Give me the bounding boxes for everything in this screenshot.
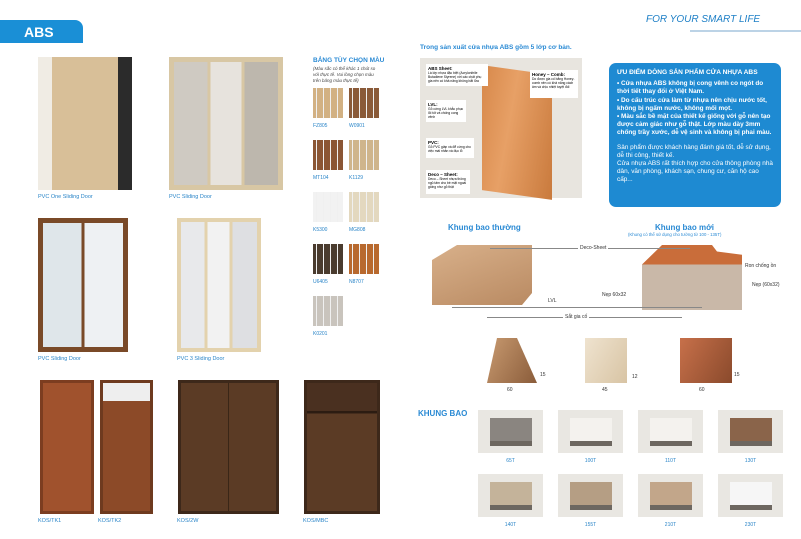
section-tab: ABS DOOR [0, 20, 83, 43]
door-caption: KOS/2W [177, 518, 199, 524]
frame-size-label: 130T [744, 458, 757, 464]
color-swatch [313, 296, 343, 326]
profile-image [585, 338, 627, 383]
frame-size-label: 100T [584, 458, 597, 464]
frame-thumbnail [638, 474, 703, 517]
door-image [304, 380, 380, 514]
label-steel: Sắt gia cố [565, 314, 588, 320]
advantages-box [609, 63, 781, 207]
layer-desc: Gỗ cứng LVL khắc phục lõi tốt và chống cong vênh [428, 107, 464, 119]
layer-desc: Deco – Sheet nhựa thông ngủ tấm cho bề mặt ngoài giống như gỗ thật [428, 177, 467, 189]
bullet-text: Màu sắc bề mặt của thiết kế giống với gỗ nên tạo được cảm giác như gỗ thật. Lớp màu dày 3mm chống trầy xước, dễ vệ sinh và không bị phai màu. [617, 113, 772, 137]
color-swatch [313, 244, 343, 274]
label-nep-2: Nẹp (60x32) [752, 282, 780, 288]
new-frame-subtitle: (Khung có thể sử dụng cho tường từ 100 - 135T) [628, 232, 722, 237]
layer-name: Honey – Comb: [532, 72, 566, 77]
bullet-text: Do cấu trúc cửa làm từ nhựa nên chịu nước tốt, không bị ngấm nước, không mối mọt. [617, 96, 767, 112]
profile-image [487, 338, 537, 383]
profile-height: 15 [540, 372, 546, 378]
door-caption: PVC 3 Sliding Door [177, 356, 225, 362]
frame-profile-image [730, 418, 772, 446]
frame-thumbnail [638, 410, 703, 453]
color-swatch [349, 192, 379, 222]
frame-thumbnail [718, 474, 783, 517]
door-image [38, 218, 128, 352]
layer-label [426, 100, 466, 122]
frame-profile-image [650, 418, 692, 446]
layer-name: PVC: [428, 140, 439, 145]
frame-thumbnail [558, 474, 623, 517]
profile-width: 60 [507, 387, 513, 393]
door-image [100, 380, 153, 514]
frame-thumbnail [558, 410, 623, 453]
layer-label [426, 170, 470, 194]
door-caption: PVC One Sliding Door [38, 194, 93, 200]
profile-width: 45 [602, 387, 608, 393]
swatch-title: BẢNG TÙY CHỌN MÀU [313, 57, 385, 64]
advantage-paragraph: Sản phẩm được khách hàng đánh giá tốt, dễ sử dụng, dễ thi công, thiết kế. [617, 143, 771, 159]
layer-desc: Là lớp nhựa đặc biệt (Acrylonitrile Butadiene Styrene) với các chất phụ gia nên có khả năng không bắt lửa [428, 71, 482, 83]
layer-label [426, 138, 474, 158]
frame-profile-image [490, 418, 532, 446]
frame-size-label: 210T [664, 522, 677, 528]
advantage-bullet: • Cửa nhựa ABS không bị cong vênh co ngót do thời tiết thay đổi ở Việt Nam. [617, 80, 764, 96]
swatch-code: K0201 [313, 331, 328, 337]
profile-width: 60 [699, 387, 705, 393]
regular-frame-title: Khung bao thường [448, 223, 521, 232]
swatch-code: FZ805 [313, 123, 328, 129]
khung-bao-title: KHUNG BAO [418, 409, 468, 418]
layers-title: Trong sản xuất cửa nhựa ABS gồm 5 lớp cơ bản. [420, 44, 572, 51]
frame-size-label: 155T [584, 522, 597, 528]
slogan-underline [690, 30, 801, 32]
color-swatch [313, 88, 343, 118]
new-frame-title: Khung bao mới [655, 223, 715, 232]
door-caption: KOS/MBC [303, 518, 329, 524]
door-caption: KOS/TK1 [38, 518, 62, 524]
leader-line [452, 307, 702, 308]
layer-desc: Gỗ PVC giàn và để cứng cho việc mài nhẵn và đục lỗ [428, 145, 471, 153]
frame-thumbnail [718, 410, 783, 453]
label-deco-sheet: Deco-Sheet [580, 245, 607, 251]
frame-size-label: 140T [504, 522, 517, 528]
swatch-code: N8707 [349, 279, 364, 285]
advantage-bullet: • Màu sắc bề mặt của thiết kế giống với gỗ nên tạo được cảm giác như gỗ thật. Lớp màu dày 3mm chống trầy xước, dễ vệ sinh và không bị phai màu. [617, 113, 772, 137]
label-seal: Ron chống ồn [745, 263, 777, 269]
label-nep-1: Nẹp 60x32 [602, 292, 627, 298]
door-image [177, 218, 261, 352]
swatch-note: (Màu sắc có thể khác 1 chút so với thực tế. Vui lòng chọn màu trên bảng màu thực tế) [313, 66, 376, 83]
layer-name: ABS Sheet: [428, 66, 453, 71]
advantages-title: ƯU ĐIỂM DÒNG SẢN PHẨM CỬA NHỰA ABS [617, 69, 758, 76]
layer-label [426, 64, 488, 86]
layer-name: Deco – Sheet: [428, 172, 458, 177]
frame-profile-image [570, 418, 612, 446]
frame-profile-image [730, 482, 772, 510]
color-swatch [313, 192, 343, 222]
color-swatch [349, 140, 379, 170]
frame-size-label: 230T [744, 522, 757, 528]
layer-label [530, 70, 578, 98]
swatch-code: W0901 [349, 123, 365, 129]
swatch-code: K5300 [313, 227, 328, 233]
door-image [40, 380, 94, 514]
regular-frame-image [432, 245, 532, 305]
door-image [169, 57, 283, 190]
frame-profile-image [490, 482, 532, 510]
swatch-code: MT104 [313, 175, 329, 181]
door-caption: KOS/TK2 [98, 518, 122, 524]
swatch-code: MG808 [349, 227, 366, 233]
profile-height: 12 [632, 374, 638, 380]
swatch-code: K1129 [349, 175, 364, 181]
door-image [38, 57, 132, 190]
color-swatch [349, 88, 379, 118]
layers-diagram [420, 58, 582, 198]
door-caption: PVC Sliding Door [169, 194, 212, 200]
layer-name: LVL: [428, 102, 438, 107]
color-swatch [349, 244, 379, 274]
profile-height: 15 [734, 372, 740, 378]
new-frame-image [642, 245, 742, 310]
bullet-text: Cửa nhựa ABS không bị cong vênh co ngót do thời tiết thay đổi ở Việt Nam. [617, 80, 764, 96]
layer-desc: Do được gia cố bằng Honey-comb nên có khả năng cách âm và chịu nhiệt tuyệt đối [532, 77, 575, 89]
frame-size-label: 110T [664, 458, 677, 464]
frame-thumbnail [478, 410, 543, 453]
door-caption: PVC Sliding Door [38, 356, 81, 362]
label-lvl: LVL [548, 298, 557, 304]
frame-profile-image [650, 482, 692, 510]
advantage-paragraph: Cửa nhựa ABS rất thích hợp cho cửa thông phòng nhà dân, văn phòng, khách sạn, chung cư, căn hộ cao cấp... [617, 160, 773, 184]
frame-size-label: 65T [506, 458, 515, 464]
color-swatch [313, 140, 343, 170]
frame-thumbnail [478, 474, 543, 517]
frame-profile-image [570, 482, 612, 510]
swatch-code: U6405 [313, 279, 328, 285]
slogan: FOR YOUR SMART LIFE [646, 14, 761, 25]
door-image [178, 380, 279, 514]
profile-image [680, 338, 732, 383]
advantage-bullet: • Do cấu trúc cửa làm từ nhựa nên chịu nước tốt, không bị ngấm nước, không mối mọt. [617, 96, 767, 112]
